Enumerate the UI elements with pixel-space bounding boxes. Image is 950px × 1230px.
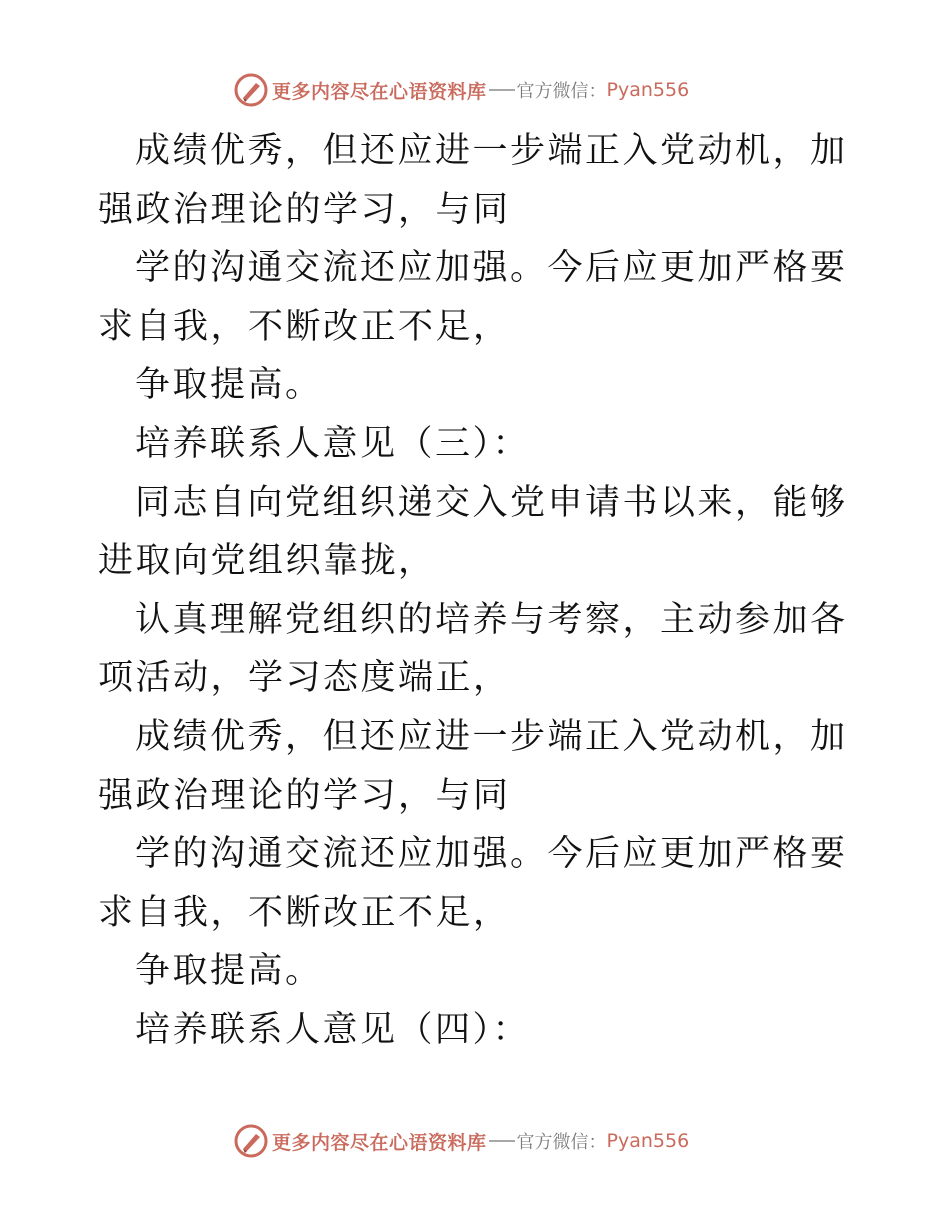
section-heading-3 (98, 415, 858, 474)
paragraph-line: 治理论的学习，与同 (173, 775, 511, 816)
document-body (98, 122, 858, 1060)
paragraph-line: 认真理解党组织的培养与考察，主动参加各项活 (98, 599, 848, 699)
watermark-wechat-id: Pyan556 (606, 1130, 690, 1152)
paragraph-line: 我，不断改正不足， (173, 892, 511, 933)
paragraph-7 (98, 708, 858, 825)
watermark-dash (489, 89, 515, 91)
pen-circle-logo-icon (234, 1124, 268, 1158)
watermark-dash (489, 1140, 515, 1142)
pen-circle-logo-icon (234, 73, 268, 107)
paragraph-6 (98, 591, 858, 708)
footer-watermark (234, 1121, 714, 1161)
paragraph-3 (98, 356, 858, 415)
watermark-subtitle: 官方微信： (516, 1132, 607, 1153)
paragraph-line: 动，学习态度端正， (173, 658, 511, 699)
paragraph-2 (98, 239, 858, 356)
watermark-subtitle: 官方微信： (516, 81, 607, 102)
watermark-wechat-id: Pyan556 (606, 79, 690, 101)
paragraph-line: 培养联系人意见（四）： (135, 1009, 531, 1050)
paragraph-5 (98, 474, 858, 591)
paragraph-line: 学的沟通交流还应加强。今后应更加严格要求自 (98, 834, 848, 933)
watermark-title: 更多内容尽在心语资料库 (272, 1131, 487, 1154)
paragraph-line: 向党组织靠拢， (173, 541, 436, 582)
header-watermark (234, 70, 714, 110)
paragraph-line: 争取提高。 (135, 951, 323, 992)
paragraph-line: 学的沟通交流还应加强。今后应更加严格要求自 (98, 248, 848, 347)
paragraph-1 (98, 122, 858, 239)
paragraph-line: 治理论的学习，与同 (173, 189, 511, 230)
paragraph-9 (98, 942, 858, 1001)
paragraph-line: 同志自向党组织递交入党申请书以来，能够进取 (98, 482, 848, 582)
paragraph-8 (98, 825, 858, 942)
paragraph-line: 培养联系人意见（三）： (135, 423, 531, 464)
section-heading-4 (98, 1001, 858, 1060)
paragraph-line: 我，不断改正不足， (173, 306, 511, 347)
paragraph-line: 争取提高。 (135, 365, 323, 406)
paragraph-line: 成绩优秀，但还应进一步端正入党动机，加强政 (98, 716, 848, 816)
watermark-title: 更多内容尽在心语资料库 (272, 80, 487, 103)
paragraph-line: 成绩优秀，但还应进一步端正入党动机，加强政 (98, 131, 848, 230)
